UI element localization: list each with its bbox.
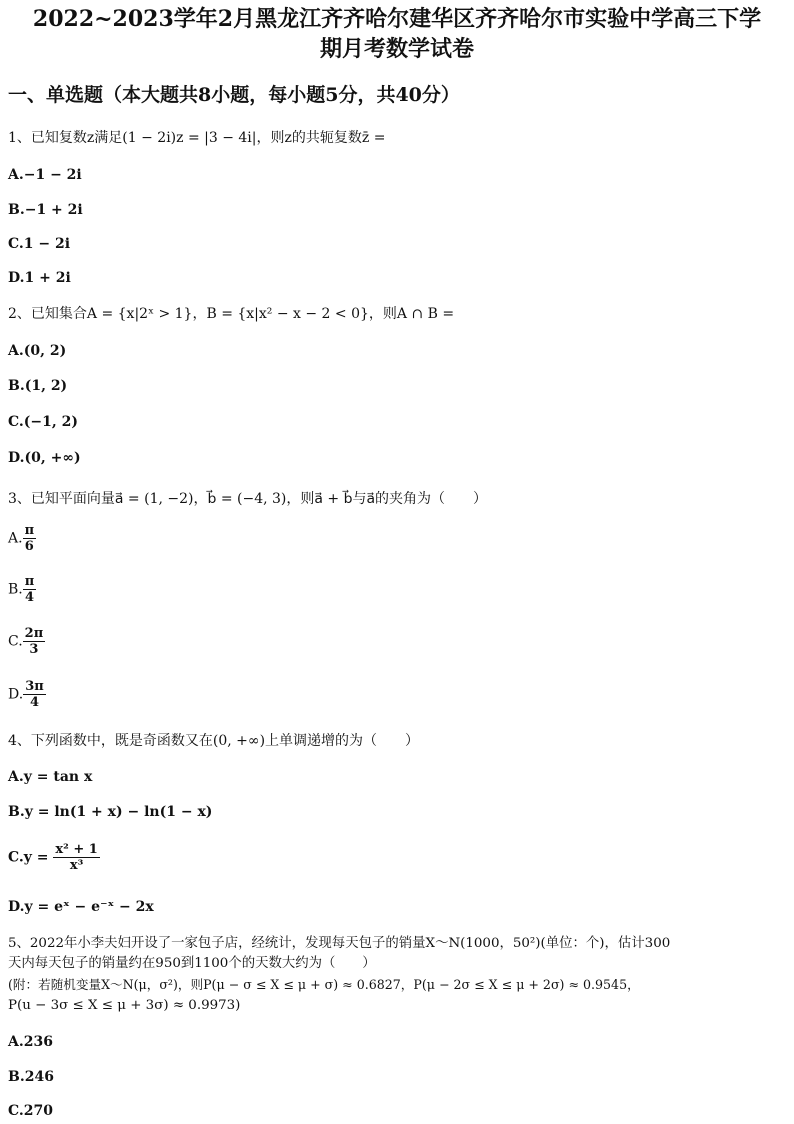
q4-option-a: A.y = tan x [8, 769, 93, 785]
fraction-numerator: π [24, 523, 35, 538]
option-label: D. [8, 686, 24, 703]
fraction-denominator: 6 [24, 539, 34, 554]
q1-option-d: D.1 + 2i [8, 270, 71, 286]
fraction-numerator: 2π [24, 626, 44, 641]
exam-title-line1: 2022~2023学年2月黑龙江齐齐哈尔建华区齐齐哈尔市实验中学高三下学 [32, 6, 762, 32]
fraction [23, 679, 46, 710]
q4-option-d: D.y = eˣ − e⁻ˣ − 2x [8, 899, 154, 915]
fraction-denominator: x³ [69, 858, 84, 873]
q2-stem: 2、已知集合A = {x|2ˣ > 1}，B = {x|x² − x − 2 < 0}，则A ∩ B = [8, 306, 455, 322]
q3-option-a [8, 523, 36, 554]
fraction-numerator: x² + 1 [55, 842, 98, 857]
fraction-numerator: π [24, 574, 35, 589]
q3-option-b [8, 574, 36, 605]
exam-title [0, 4, 794, 64]
q1-option-c: C.1 − 2i [8, 236, 71, 252]
q3-option-d [8, 679, 46, 710]
q5-option-c: C.270 [8, 1103, 53, 1119]
q1-stem: 1、已知复数z满足(1 − 2i)z = |3 − 4i|，则z的共轭复数z̄ = [8, 130, 386, 146]
q2-option-a: A.(0, 2) [8, 343, 67, 359]
q4-stem: 4、下列函数中，既是奇函数又在(0, +∞)上单调递增的为（ ） [8, 733, 420, 749]
fraction-denominator: 4 [24, 590, 35, 605]
q5-option-b: B.246 [8, 1069, 54, 1085]
fraction-numerator: 3π [25, 679, 44, 694]
q3-stem: 3、已知平面向量a⃗ = (1, −2)，b⃗ = (−4, 3)，则a⃗ + b⃗与a⃗的夹角为（ ） [8, 491, 488, 507]
fraction-denominator: 4 [29, 695, 39, 710]
option-label: B. [8, 581, 23, 598]
q4-option-c [8, 842, 100, 873]
option-label: C.y = [8, 849, 49, 866]
option-label: C. [8, 633, 23, 650]
q1-option-b: B.−1 + 2i [8, 202, 83, 218]
option-label: A. [8, 530, 23, 547]
q2-option-c: C.(−1, 2) [8, 414, 78, 430]
q1-option-a: A.−1 − 2i [8, 167, 82, 183]
fraction [23, 523, 37, 554]
exam-title-line2: 期月考数学试卷 [319, 36, 474, 62]
q5-option-a: A.236 [8, 1034, 53, 1050]
q2-option-b: B.(1, 2) [8, 378, 68, 394]
section-heading: 一、单选题（本大题共8小题，每小题5分，共40分） [8, 84, 460, 106]
fraction-denominator: 3 [29, 642, 39, 657]
q5-appendix-line2: P(u − 3σ ≤ X ≤ μ + 3σ) ≈ 0.9973) [8, 998, 241, 1013]
q5-stem-line1: 5、2022年小李夫妇开设了一家包子店，经统计，发现每天包子的销量X～N(1000，50²)(单位：个)，估计300 [8, 936, 671, 951]
fraction [53, 842, 99, 873]
q5-stem-line2: 天内每天包子的销量约在950到1100个的天数大约为（ ） [8, 956, 376, 971]
fraction [23, 574, 37, 605]
q3-option-c [8, 626, 45, 657]
q4-option-b: B.y = ln(1 + x) − ln(1 − x) [8, 804, 213, 820]
q2-option-d: D.(0, +∞) [8, 450, 81, 466]
fraction [23, 626, 46, 657]
q5-appendix-line1: (附：若随机变量X～N(μ，σ²)，则P(μ − σ ≤ X ≤ μ + σ) ≈ 0.6827，P(μ − 2σ ≤ X ≤ μ + 2σ) ≈ 0.9545， [8, 977, 640, 992]
